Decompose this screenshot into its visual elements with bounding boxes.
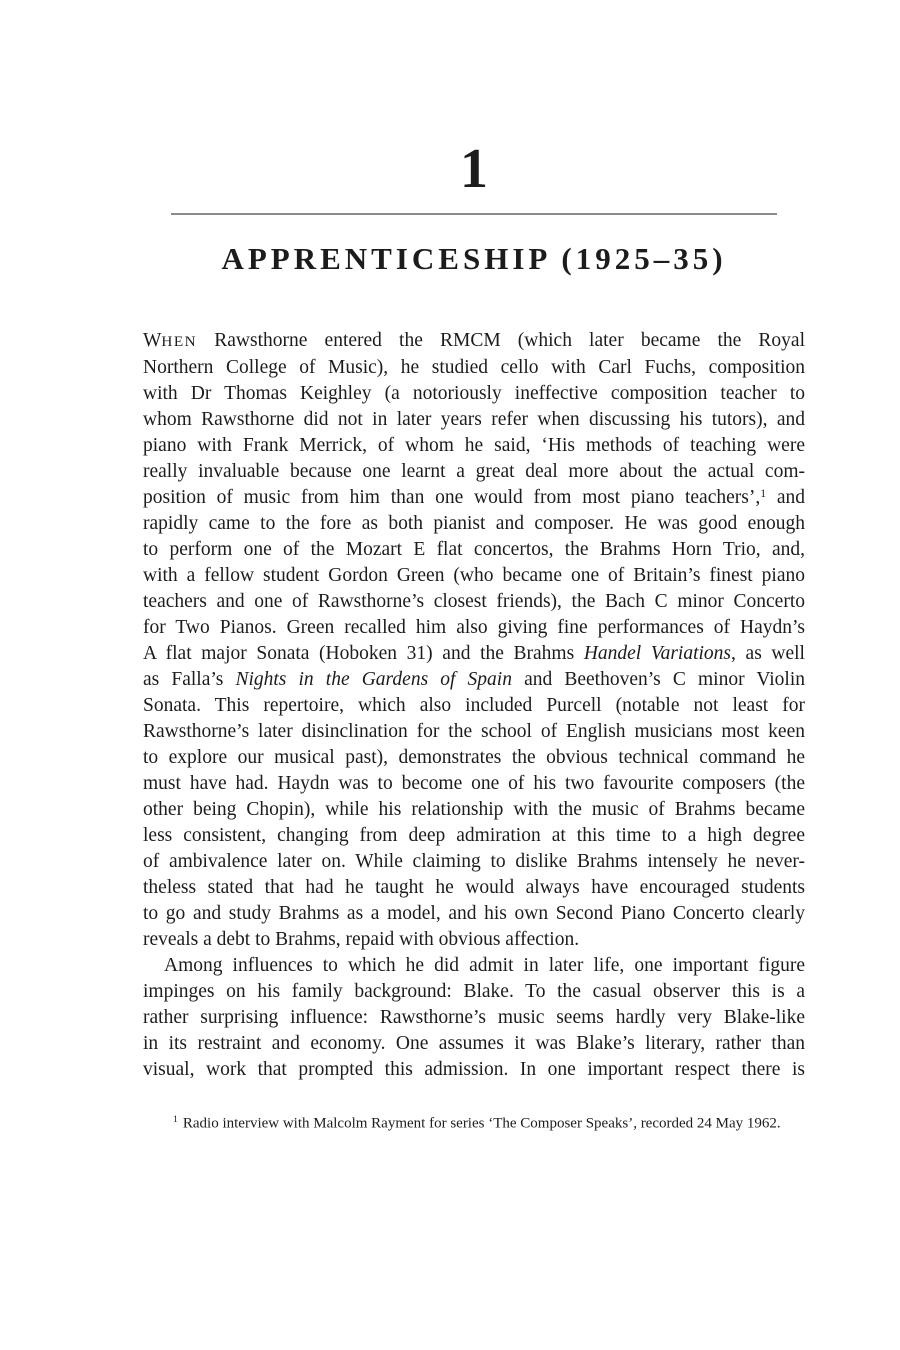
footnote bbox=[143, 1110, 805, 1133]
footnote-marker: 1 bbox=[173, 1114, 178, 1125]
body-line: to go and study Brahms as a model, and his own Second Piano Concerto clearly bbox=[143, 903, 805, 924]
body-line: to perform one of the Mozart E flat concertos, the Brahms Horn Trio, and, bbox=[143, 539, 805, 560]
body-line: other being Chopin), while his relationship with the music of Brahms became bbox=[143, 799, 805, 820]
body-line: impinges on his family background: Blake. To the casual observer this is a bbox=[143, 981, 805, 1002]
body-line: Among influences to which he did admit in later life, one important figure bbox=[164, 955, 805, 976]
body-line: to explore our musical past), demonstrates the obvious technical command he bbox=[143, 747, 805, 768]
body-line: really invaluable because one learnt a great deal more about the actual com- bbox=[143, 461, 805, 482]
chapter-number: 1 bbox=[460, 138, 488, 200]
footnote-text: Radio interview with Malcolm Rayment for series ‘The Composer Speaks’, recorded 24 May 1962. bbox=[182, 1115, 781, 1132]
body-line: in its restraint and economy. One assumes it was Blake’s literary, rather than bbox=[143, 1033, 805, 1054]
chapter-rule bbox=[171, 213, 777, 215]
body-line: with a fellow student Gordon Green (who became one of Britain’s finest piano bbox=[143, 565, 805, 586]
body-line: Northern College of Music), he studied cello with Carl Fuchs, composition bbox=[143, 357, 805, 378]
body-line: theless stated that had he taught he would always have encouraged students bbox=[143, 877, 805, 898]
chapter-title: APPRENTICESHIP (1925–35) bbox=[221, 241, 727, 276]
body-line: piano with Frank Merrick, of whom he said, ‘His methods of teaching were bbox=[143, 435, 805, 456]
body-line: visual, work that prompted this admission. In one important respect there is bbox=[143, 1059, 805, 1080]
body-line: of ambivalence later on. While claiming to dislike Brahms intensely he never- bbox=[143, 851, 805, 872]
body-line: whom Rawsthorne did not in later years refer when discussing his tutors), and bbox=[143, 409, 805, 430]
body-line: must have had. Haydn was to become one of his two favourite composers (the bbox=[143, 773, 805, 794]
body-line: with Dr Thomas Keighley (a notoriously ineffective composition teacher to bbox=[143, 383, 805, 404]
body-line: Sonata. This repertoire, which also included Purcell (notable not least for bbox=[143, 695, 805, 716]
body-line: reveals a debt to Brahms, repaid with obvious affection. bbox=[143, 929, 580, 950]
body-line: A flat major Sonata (Hoboken 31) and the Brahms Handel Variations, as well bbox=[143, 643, 805, 664]
body-line: rapidly came to the fore as both pianist and composer. He was good enough bbox=[143, 513, 805, 534]
body-line: WHEN Rawsthorne entered the RMCM (which later became the Royal bbox=[143, 330, 805, 351]
text-column bbox=[143, 0, 805, 1350]
body-line: Rawsthorne’s later disinclination for the school of English musicians most keen bbox=[143, 721, 805, 742]
body-line: for Two Pianos. Green recalled him also giving fine performances of Haydn’s bbox=[143, 617, 805, 638]
body-line: rather surprising influence: Rawsthorne’s music seems hardly very Blake-like bbox=[143, 1007, 805, 1028]
body-line: position of music from him than one would from most piano teachers’,$^1$ and bbox=[143, 487, 806, 508]
body-line: as Falla’s Nights in the Gardens of Spain and Beethoven’s C minor Violin bbox=[143, 669, 805, 690]
body-line: less consistent, changing from deep admiration at this time to a high degree bbox=[143, 825, 805, 846]
body-line: teachers and one of Rawsthorne’s closest friends), the Bach C minor Concerto bbox=[143, 591, 805, 612]
body-text bbox=[143, 328, 805, 1083]
